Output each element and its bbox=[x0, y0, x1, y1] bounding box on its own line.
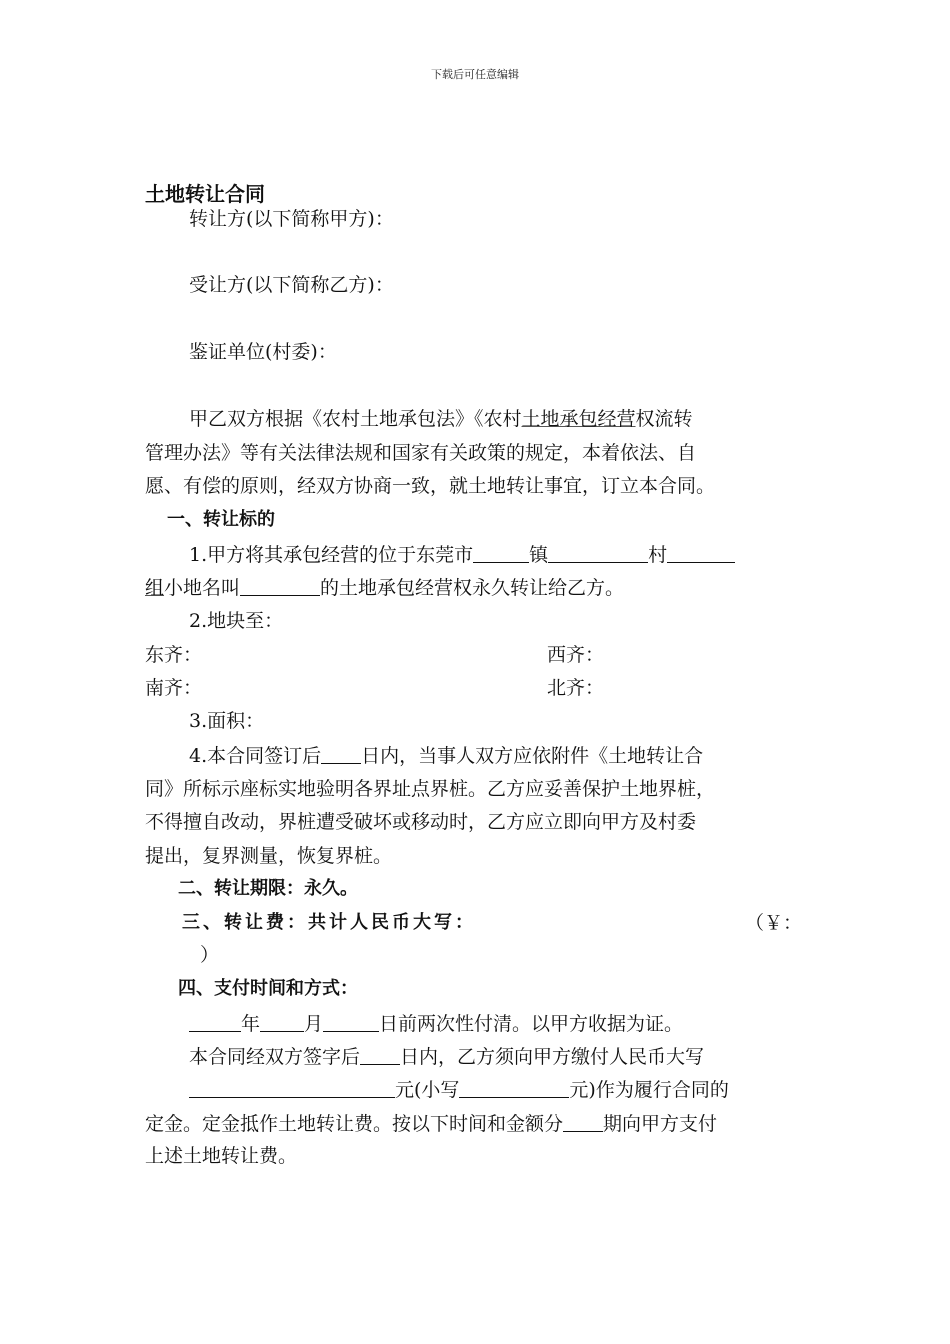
blank-field bbox=[667, 542, 735, 563]
deposit-text: 元(小写 bbox=[395, 1079, 460, 1101]
item-4-line-4: 提出，复界测量，恢复界桩。 bbox=[145, 845, 393, 867]
blank-field bbox=[548, 542, 648, 563]
deposit-text: 本合同经双方签字后 bbox=[189, 1046, 361, 1068]
preamble-text: 甲乙双方根据《农村土地承包法》《农村 bbox=[189, 408, 522, 430]
preamble-line-3: 愿、有偿的原则，经双方协商一致，就土地转让事宜，订立本合同。 bbox=[145, 475, 716, 497]
deposit-text: 日内，乙方须向甲方缴付人民币大写 bbox=[400, 1046, 705, 1068]
preamble-line-1 bbox=[189, 407, 693, 431]
page-header: 下载后可任意编辑 bbox=[431, 68, 519, 81]
item-4-line-3: 不得擅自改动，界桩遭受破坏或移动时，乙方应立即向甲方及村委 bbox=[145, 811, 697, 833]
section-2-heading: 二、转让期限：永久。 bbox=[178, 878, 358, 899]
preamble-line-2: 管理办法》等有关法律法规和国家有关政策的规定，本着依法、自 bbox=[145, 442, 697, 464]
deposit-text: 期向甲方支付 bbox=[603, 1113, 718, 1135]
blank-field bbox=[323, 1011, 379, 1032]
north-boundary: 北齐： bbox=[547, 677, 605, 699]
item-1-text: 的土地承包经营权永久转让给乙方。 bbox=[320, 577, 625, 599]
blank-field bbox=[459, 1077, 569, 1098]
witness-label: 鉴证单位(村委)： bbox=[189, 341, 337, 363]
item-4-text: 4.本合同签订后 bbox=[189, 745, 322, 767]
year-label: 年 bbox=[241, 1013, 261, 1035]
item-1-text: 小地名叫 bbox=[164, 577, 241, 599]
transferee-label: 受让方(以下简称乙方)： bbox=[189, 274, 394, 296]
item-4-line-2: 同》所标示座标实地验明各界址点界桩。乙方应妥善保护土地界桩， bbox=[145, 778, 716, 800]
section-3-yen: （￥： bbox=[745, 912, 803, 934]
item-3: 3.面积： bbox=[189, 710, 265, 732]
item-1-line-2 bbox=[145, 575, 624, 600]
item-1-group: 组 bbox=[145, 577, 165, 599]
blank-field bbox=[473, 542, 529, 563]
blank-field bbox=[189, 1011, 241, 1032]
document-title: 土地转让合同 bbox=[145, 182, 265, 206]
item-4-text: 日内，当事人双方应依附件《土地转让合 bbox=[361, 745, 704, 767]
item-1-line-1 bbox=[189, 542, 735, 567]
section-1-heading: 一、转让标的 bbox=[167, 509, 275, 530]
item-1-village: 村 bbox=[648, 544, 668, 566]
deposit-line-1 bbox=[189, 1044, 704, 1069]
blank-field bbox=[240, 575, 320, 596]
day-label: 日前两次性付清。以甲方收据为证。 bbox=[379, 1013, 684, 1035]
section-4-heading: 四、支付时间和方式： bbox=[178, 978, 358, 999]
deposit-text: 定金。定金抵作土地转让费。按以下时间和金额分 bbox=[145, 1113, 564, 1135]
payment-date-line bbox=[189, 1011, 683, 1036]
preamble-link[interactable]: 土地承包经营 bbox=[521, 408, 636, 430]
item-1-text: 1.甲方将其承包经营的位于东莞市 bbox=[189, 544, 474, 566]
deposit-text: 元)作为履行合同的 bbox=[569, 1079, 729, 1101]
east-boundary: 东齐： bbox=[145, 644, 203, 666]
blank-field bbox=[321, 743, 361, 764]
deposit-line-2 bbox=[189, 1077, 729, 1102]
deposit-line-4: 上述土地转让费。 bbox=[145, 1145, 298, 1167]
blank-field bbox=[360, 1044, 400, 1065]
blank-field bbox=[563, 1111, 603, 1132]
month-label: 月 bbox=[304, 1013, 324, 1035]
section-3-heading: 三、转让费：共计人民币大写： bbox=[182, 912, 476, 933]
deposit-line-3 bbox=[145, 1111, 717, 1136]
blank-field bbox=[260, 1011, 304, 1032]
blank-field bbox=[189, 1077, 395, 1098]
preamble-text: 权流转 bbox=[635, 408, 693, 430]
transferor-label: 转让方(以下简称甲方)： bbox=[189, 208, 394, 230]
south-boundary: 南齐： bbox=[145, 677, 203, 699]
section-3-close: ） bbox=[200, 944, 220, 966]
item-2: 2.地块至： bbox=[189, 610, 284, 632]
item-4-line-1 bbox=[189, 743, 703, 768]
item-1-town: 镇 bbox=[529, 544, 549, 566]
west-boundary: 西齐： bbox=[547, 644, 605, 666]
